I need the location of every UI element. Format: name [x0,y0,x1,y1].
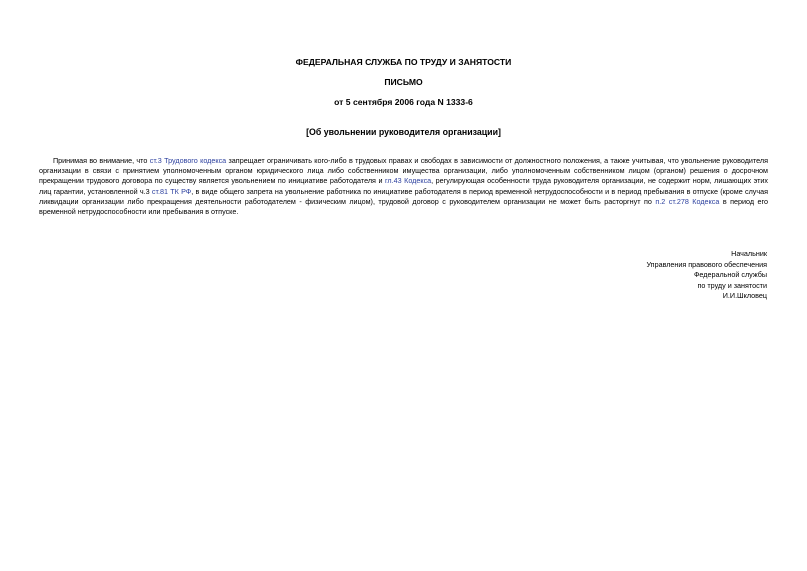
body-text-part: , регулирующая особенности труда руководителя организации, не содержит норм, лишающих этих лиц гарантии, установленной ч.3 [39,176,768,196]
document-date-number: от 5 сентября 2006 года N 1333-6 [334,97,473,107]
agency-title: ФЕДЕРАЛЬНАЯ СЛУЖБА ПО ТРУДУ И ЗАНЯТОСТИ [295,57,512,67]
signer-agency-line-2: по труду и занятости [697,280,767,290]
signer-name: И.И.Шкловец [722,291,767,301]
document-type: ПИСЬМО [384,77,423,87]
link-code-chapter-43[interactable]: гл.43 Кодекса [384,176,432,186]
link-labor-code-article-81[interactable]: ст.81 ТК РФ [151,186,192,196]
letter-body-paragraph [39,156,768,217]
document-subject: [Об увольнении руководителя организации] [306,127,501,137]
signature-block [646,249,767,302]
body-text-part: , в виде общего запрета на увольнение работника по инициативе работодателя в период временной нетрудоспособности и в период пребывания в отпуске (кроме случая ликвидации организации либо прекращения деятельности работодателем - физическим лицом), трудовой договор с руководителем организации не может быть расторгнут по [39,186,768,206]
body-text-part: Принимая во внимание, что [53,156,150,165]
body-text-part: запрещает ограничивать кого-либо в трудовых правах и свободах в зависимости от должностного положения, а также учитывая, что увольнение руководителя организации в связи с принятием уполномоченным органом юридического лица либо собственником имущества организации, либо уполномоченным собственником лицом (органом) решения о досрочном прекращении трудового договора по существу является увольнением по инициативе работодателя и [39,156,768,186]
link-code-article-278-p2[interactable]: п.2 ст.278 Кодекса [655,196,720,206]
body-text-part: в период его временной нетрудоспособности или пребывания в отпуске. [39,196,768,217]
signer-position: Начальник [731,249,767,258]
signer-department: Управления правового обеспечения [646,259,767,269]
link-labor-code-article-3[interactable]: ст.3 Трудового кодекса [149,156,227,165]
signer-agency-line-1: Федеральной службы [693,270,767,280]
